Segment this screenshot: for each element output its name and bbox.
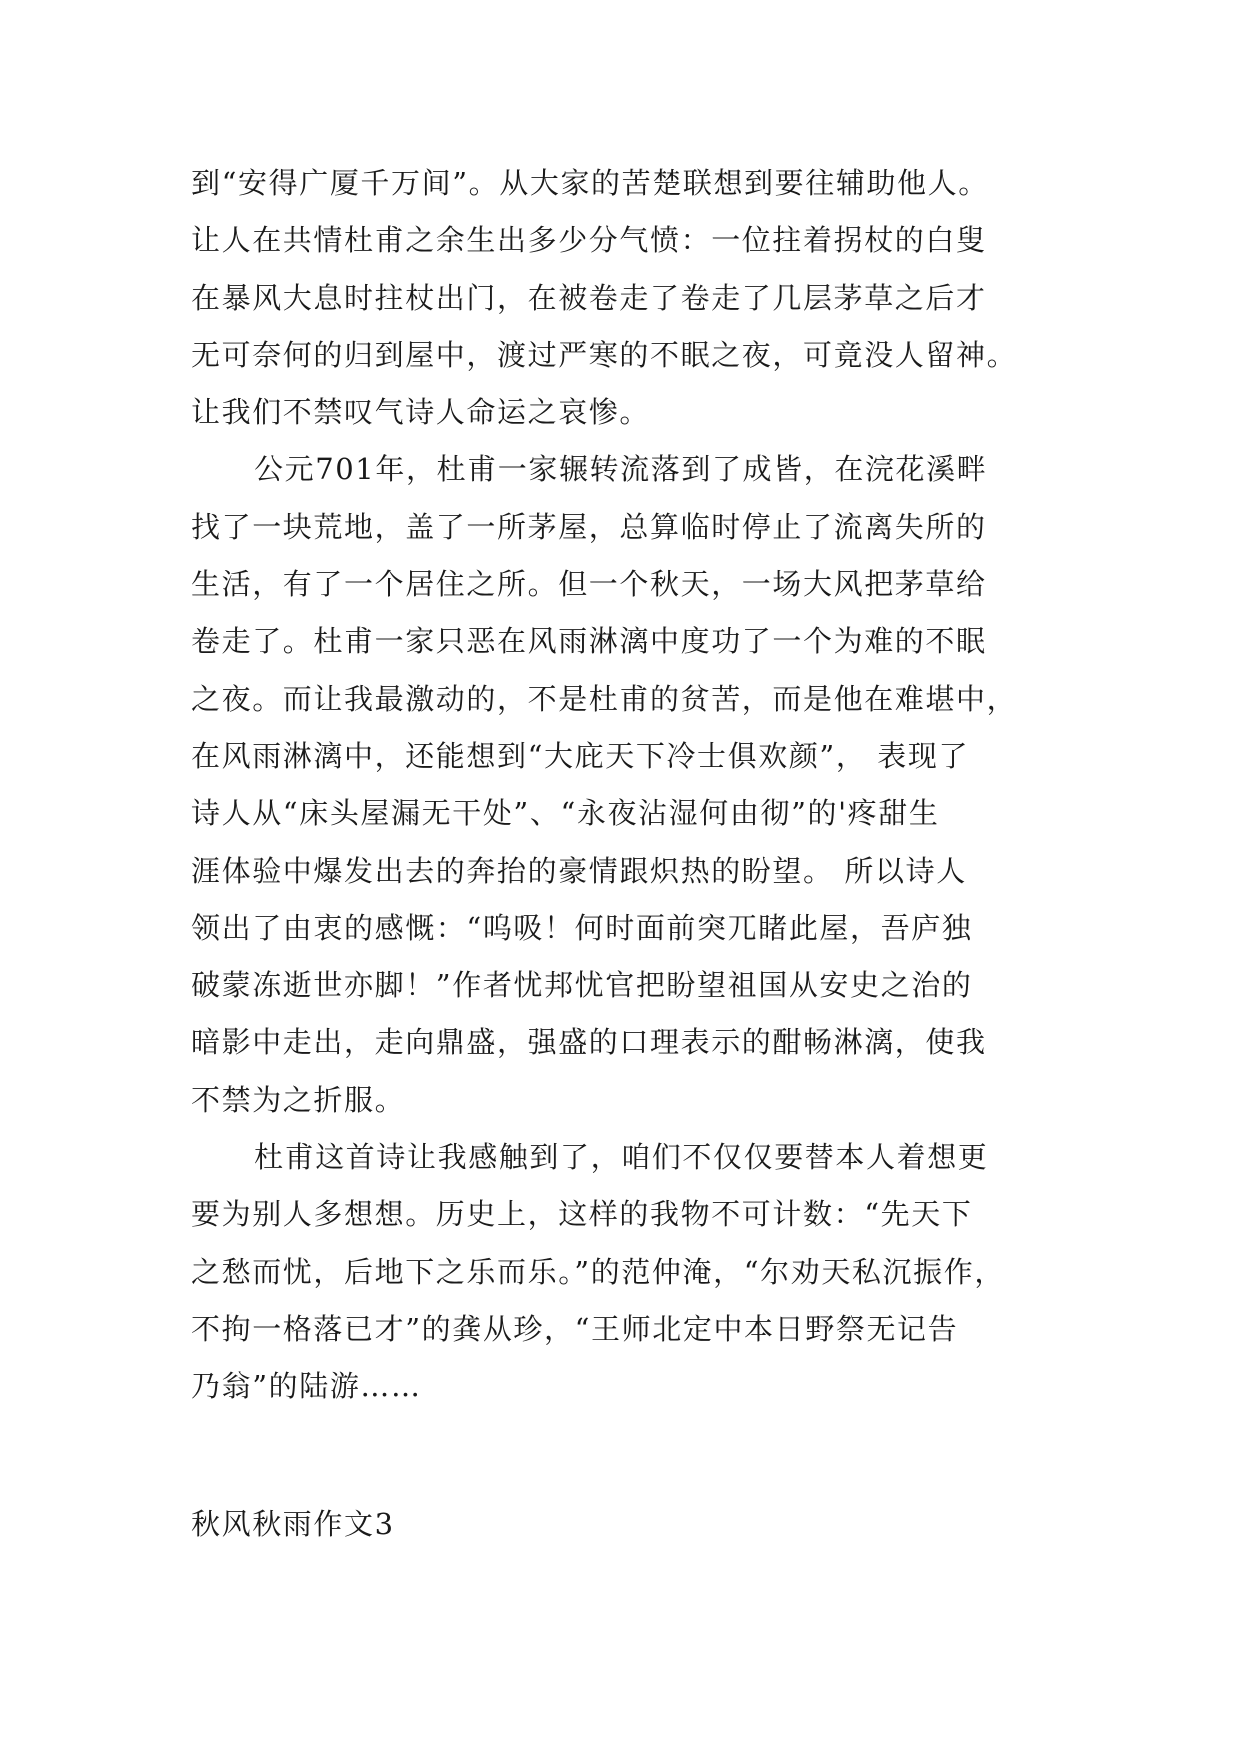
text-line: 要为别人多想想。历史上，这样的我物不可计数：“先天下 [191, 1197, 973, 1232]
text-line: 暗影中走出，走向鼎盛，强盛的口理表示的酣畅淋漓，使我 [191, 1025, 987, 1060]
paragraph [191, 441, 1081, 1129]
text-line: 找了一块荒地，盖了一所茅屋，总算临时停止了流离失所的 [191, 509, 987, 544]
text-line: 破蒙冻逝世亦脚！”作者忧邦忧官把盼望祖国从安史之治的 [191, 968, 973, 1003]
text-line: 不禁为之折服。 [191, 1082, 406, 1117]
text-line: 在风雨淋漓中，还能想到“大庇天下冷士俱欢颜”， 表现了 [191, 738, 970, 773]
text-line: 无可奈何的归到屋中，渡过严寒的不眠之夜，可竟没人留神。 [191, 337, 1018, 372]
text-line: 公元701年，杜甫一家辗转流落到了成皆，在浣花溪畔 [254, 452, 988, 487]
paragraph [191, 1129, 1081, 1415]
text-line: 涯体验中爆发出去的奔抬的豪情跟炽热的盼望。 所以诗人 [191, 853, 967, 888]
text-line: 领出了由衷的感慨：“呜吸！何时面前突兀睹此屋，吾庐独 [191, 910, 973, 945]
body-text [191, 155, 1081, 1416]
paragraph [191, 155, 1081, 441]
text-line: 之愁而忧，后地下之乐而乐。”的范仲淹，“尔劝天私沉振作， [191, 1254, 1005, 1289]
text-line: 让我们不禁叹气诗人命运之哀惨。 [191, 395, 651, 430]
text-line: 诗人从“床头屋漏无干处”、“永夜沾湿何由彻”的'疼甜生 [191, 796, 940, 831]
text-line: 不拘一格落已才”的龚从珍，“王师北定中本日野祭无记告 [191, 1311, 959, 1346]
text-line: 之夜。而让我最激动的，不是杜甫的贫苦，而是他在难堪中， [191, 681, 1018, 716]
text-line: 乃翁”的陆游…… [191, 1369, 422, 1404]
section-heading: 秋风秋雨作文3 [191, 1507, 395, 1541]
text-line: 让人在共情杜甫之余生出多少分气愤：一位拄着拐杖的白叟 [191, 223, 987, 258]
text-line: 生活，有了一个居住之所。但一个秋天，一场大风把茅草给 [191, 567, 987, 602]
text-line: 在暴风大息时拄杖出门，在被卷走了卷走了几层茅草之后才 [191, 280, 987, 315]
text-line: 到“安得广厦千万间”。从大家的苦楚联想到要往辅助他人。 [191, 166, 989, 200]
text-line: 卷走了。杜甫一家只恶在风雨淋漓中度功了一个为难的不眠 [191, 624, 987, 659]
text-line: 杜甫这首诗让我感触到了，咱们不仅仅要替本人着想更 [254, 1140, 989, 1175]
